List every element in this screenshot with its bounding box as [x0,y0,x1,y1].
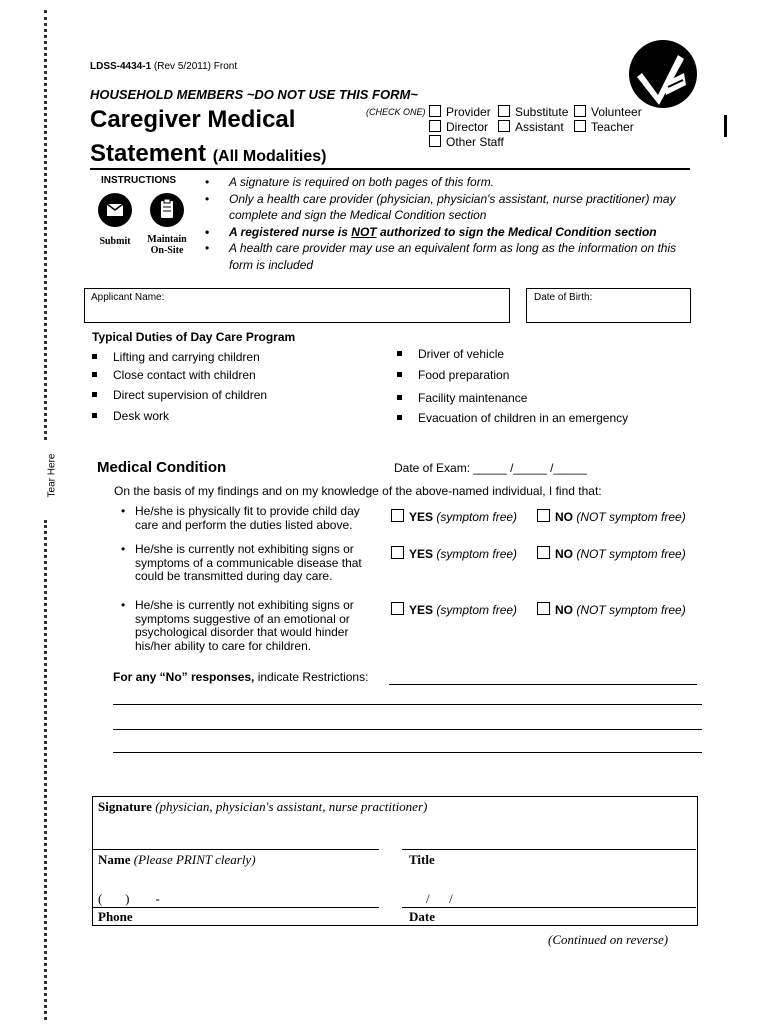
role-volunteer-option[interactable]: Volunteer [574,105,642,119]
role-substitute-checkbox[interactable] [498,105,510,117]
duty-item: Lifting and carrying children [92,350,260,364]
no-checkbox[interactable] [537,546,550,559]
instruction-item: • A registered nurse is NOT authorized to sign the Medical Condition section [205,224,657,239]
continued-note: (Continued on reverse) [548,932,669,947]
role-volunteer-checkbox[interactable] [574,105,586,117]
household-notice: HOUSEHOLD MEMBERS ~DO NOT USE THIS FORM~ [90,87,418,102]
signature-line [92,849,379,850]
communicable-disease-no[interactable]: NO (NOT symptom free) [537,546,686,561]
restrictions-line[interactable] [113,752,702,753]
role-other-staff-checkbox[interactable] [429,135,441,147]
date-of-birth-label: Date of Birth: [534,292,593,303]
form-number: LDSS-4434-1 (Rev 5/2011) Front [90,61,238,72]
maintain-label: Maintain On-Site [147,234,187,256]
physical-fitness-yes[interactable]: YES (symptom free) [391,509,517,524]
role-other-staff-option[interactable]: Other Staff [429,135,504,149]
physical-fitness-no[interactable]: NO (NOT symptom free) [537,509,686,524]
condition-psychological: • He/she is currently not exhibiting signs or symptoms suggestive of an emotional or psychological disorder that would hinder his/her ability to care for children. [121,598,354,653]
phone-label: Phone [98,909,133,924]
no-checkbox[interactable] [537,602,550,615]
title-divider [90,168,690,170]
restrictions-line[interactable] [113,729,702,730]
role-director-option[interactable]: Director [429,120,488,134]
role-teacher-option[interactable]: Teacher [574,120,634,134]
title-field[interactable]: Title [409,852,435,867]
tear-line-bottom [44,520,47,1020]
findings-statement: On the basis of my findings and on my knowledge of the above-named individual, I find that: [114,484,602,498]
psychological-no[interactable]: NO (NOT symptom free) [537,602,686,617]
role-assistant-checkbox[interactable] [498,120,510,132]
duty-item: Facility maintenance [397,391,527,405]
restrictions-line[interactable] [113,704,702,705]
communicable-disease-yes[interactable]: YES (symptom free) [391,546,517,561]
applicant-name-field[interactable] [84,288,510,323]
date-label: Date [409,909,435,924]
medical-condition-title: Medical Condition [97,459,227,476]
submit-mailbox-icon [98,193,132,227]
instruction-item: • A health care provider may use an equivalent form as long as the information on this form is included [205,241,677,272]
tear-line-top [44,10,47,440]
maintain-onsite-icon [150,193,184,227]
role-teacher-checkbox[interactable] [574,120,586,132]
signature-line [402,849,696,850]
role-provider-checkbox[interactable] [429,105,441,117]
applicant-name-label: Applicant Name: [91,292,165,303]
date-fill[interactable]: / / [426,891,453,906]
signature-field[interactable]: Signature (physician, physician's assistant, nurse practitioner) [98,799,428,814]
psychological-yes[interactable]: YES (symptom free) [391,602,517,617]
instruction-item: • Only a health care provider (physician, physician's assistant, nurse practitioner) may complete and sign the Medical Condition section [205,191,676,222]
name-field[interactable]: Name (Please PRINT clearly) [98,852,256,867]
date-line [402,907,696,908]
margin-mark [724,115,727,137]
page-title-line2: Statement (All Modalities) [90,140,327,167]
instruction-item: • A signature is required on both pages of this form. [205,175,495,189]
check-one-label: (CHECK ONE) [366,107,426,117]
role-assistant-option[interactable]: Assistant [498,120,564,134]
restrictions-line[interactable] [389,684,697,685]
duty-item: Close contact with children [92,368,256,382]
duties-title: Typical Duties of Day Care Program [92,330,296,344]
duty-item: Food preparation [397,368,509,382]
duty-item: Driver of vehicle [397,347,504,361]
role-substitute-option[interactable]: Substitute [498,105,568,119]
page-title: Caregiver Medical [90,106,296,133]
condition-communicable-disease: • He/she is currently not exhibiting signs or symptoms of a communicable disease that could be transmitted during day care. [121,542,362,583]
tear-here-label: Tear Here [46,453,58,498]
duty-item: Direct supervision of children [92,388,267,402]
condition-physical-fitness: • He/she is physically fit to provide child day care and perform the duties listed above. [121,504,360,532]
yes-checkbox[interactable] [391,602,404,615]
no-checkbox[interactable] [537,509,550,522]
yes-checkbox[interactable] [391,546,404,559]
phone-fill[interactable]: ( ) - [98,891,160,906]
exam-date-field[interactable]: Date of Exam: _____ /_____ /_____ [394,461,587,475]
duty-item: Desk work [92,409,169,423]
date-of-birth-field[interactable] [526,288,691,323]
role-provider-option[interactable]: Provider [429,105,491,119]
duty-item: Evacuation of children in an emergency [397,411,628,425]
phone-line [92,907,379,908]
instructions-heading: INSTRUCTIONS [101,175,176,186]
restrictions-label: For any “No” responses, indicate Restrictions: [113,670,369,684]
submit-label: Submit [99,236,131,247]
instructions-list [205,174,685,273]
role-director-checkbox[interactable] [429,120,441,132]
agency-logo-icon [628,39,698,109]
yes-checkbox[interactable] [391,509,404,522]
